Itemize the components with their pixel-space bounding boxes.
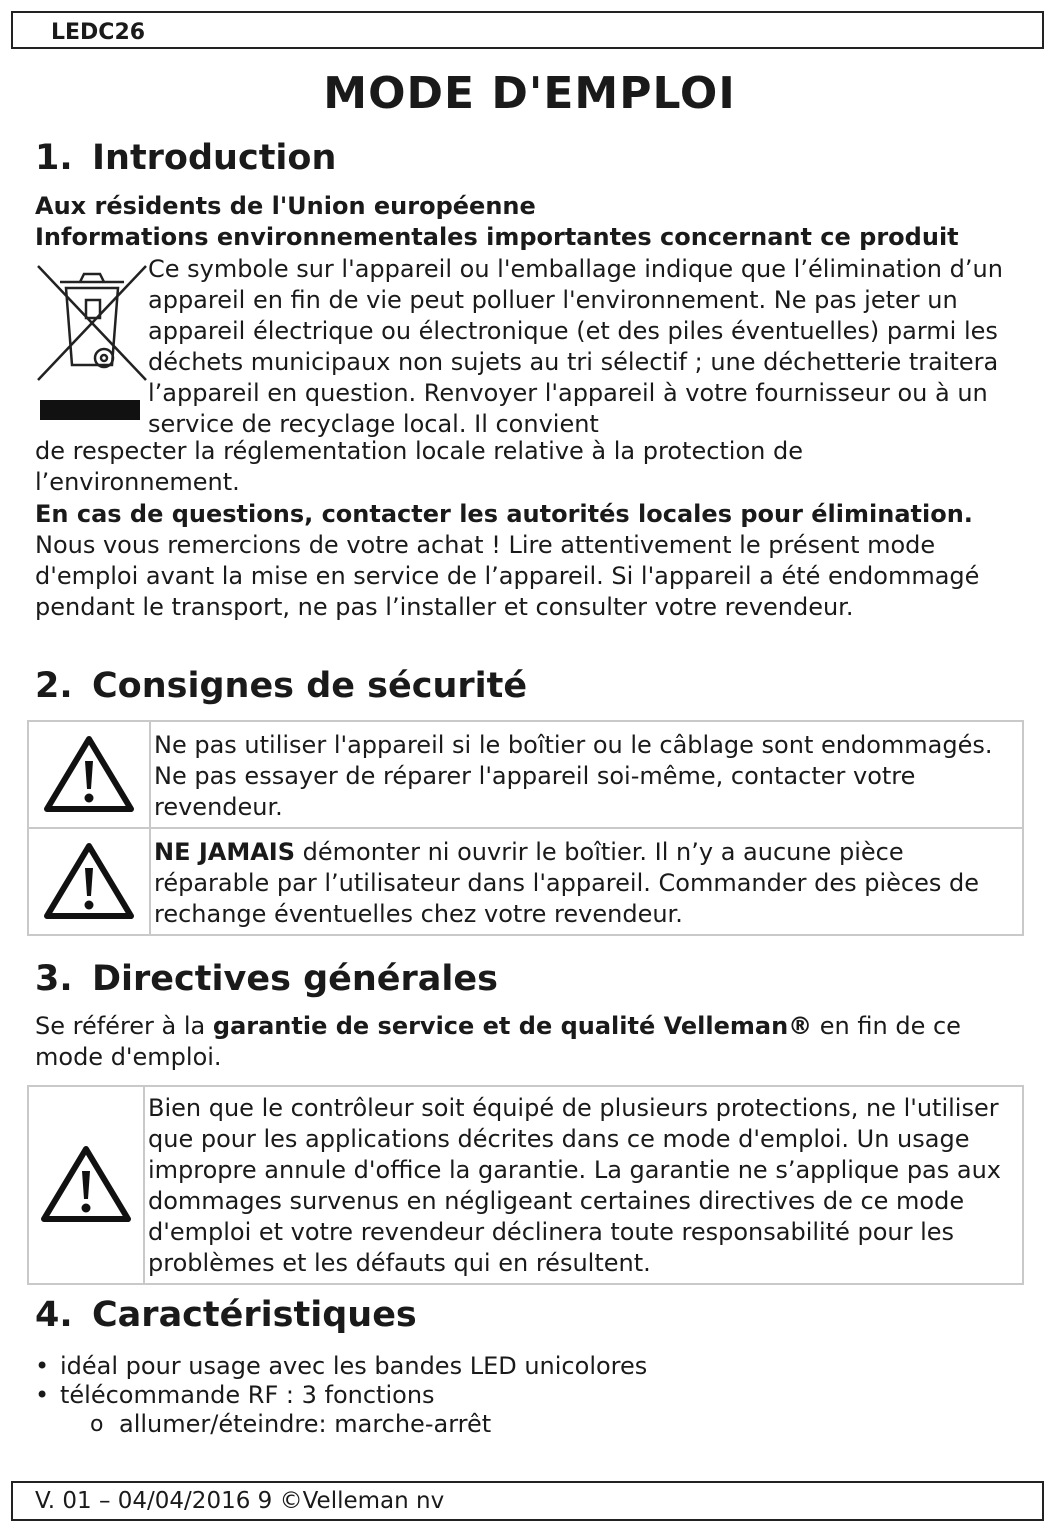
warning-icon-cell (28, 828, 150, 935)
eu-residents-heading: Aux résidents de l'Union européenne (35, 192, 536, 220)
section-title: Directives générales (92, 959, 498, 999)
section-title: Consignes de sécurité (92, 666, 528, 706)
warning-text: Ne pas utiliser l'appareil si le boîtier ou le câblage sont endommagés. Ne pas essayer de réparer l'appareil soi-même, contacter votre revendeur. (150, 721, 1023, 828)
list-item: • télécommande RF : 3 fonctions (35, 1381, 647, 1410)
section-heading-safety (35, 666, 527, 706)
warning-icon-cell (28, 1086, 144, 1284)
general-warning-table (27, 1085, 1024, 1285)
warning-icon-cell (28, 721, 150, 828)
section-number: 2. (35, 666, 73, 706)
section-number: 3. (35, 959, 73, 999)
table-row (28, 1086, 1023, 1284)
reference-prefix: Se référer à la (35, 1012, 213, 1040)
document-title: MODE D'EMPLOI (323, 68, 736, 119)
footer-box (11, 1481, 1044, 1521)
section-heading-features (35, 1295, 417, 1335)
warning-triangle-icon (43, 840, 135, 920)
section-heading-general (35, 959, 498, 999)
weee-paragraph: Ce symbole sur l'appareil ou l'emballage indique que l’élimination d’un appareil en fin de vie peut polluer l'environnement. Ne pas jeter un appareil électrique ou électronique (et des piles éventuelles) parmi les déchets municipaux non sujets au tri sélectif ; une déchetterie traitera l’appareil en question. Renvoyer l'appareil à votre fournisseur ou à un service de recyclage local. Il convient (148, 255, 1003, 438)
weee-paragraph-continuation: de respecter la réglementation locale relative à la protection de (35, 437, 803, 465)
warranty-emphasis: garantie de service et de qualité Velleman® (212, 1012, 813, 1040)
header-box (11, 11, 1044, 49)
table-row (28, 828, 1023, 935)
table-row (28, 721, 1023, 828)
weee-bin-icon (34, 260, 150, 425)
warranty-reference (35, 1011, 1020, 1073)
section-number: 1. (35, 138, 73, 178)
safety-warnings-table (27, 720, 1024, 936)
thanks-paragraph: Nous vous remercions de votre achat ! Lire attentivement le présent mode d'emploi avant la mise en service de l’appareil. Si l'appareil a été endommagé pendant le transport, ne pas l’installer et consulter votre revendeur. (35, 531, 980, 621)
features-list (35, 1352, 647, 1439)
section-heading-introduction (35, 138, 336, 178)
section-number: 4. (35, 1295, 73, 1335)
section-title: Introduction (92, 138, 337, 178)
list-subitem: o allumer/éteindre: marche-arrêt (35, 1410, 647, 1439)
warning-triangle-icon (43, 733, 135, 813)
warning-text (150, 828, 1023, 935)
warning-triangle-icon (40, 1143, 132, 1223)
list-item: • idéal pour usage avec les bandes LED unicolores (35, 1352, 647, 1381)
section-title: Caractéristiques (92, 1295, 417, 1335)
environment-heading: Informations environnementales importantes concernant ce produit (35, 223, 959, 251)
weee-paragraph-end: l’environnement. (35, 468, 240, 496)
footer-text: V. 01 – 04/04/2016 9 ©Velleman nv (35, 1488, 445, 1514)
warning-text-rest: démonter ni ouvrir le boîtier. Il n’y a aucune pièce réparable par l’utilisateur dans l'appareil. Commander des pièces de rechange éventuelles chez votre revendeur. (154, 838, 980, 928)
questions-notice: En cas de questions, contacter les autorités locales pour élimination. (35, 500, 973, 528)
never-emphasis: NE JAMAIS (154, 838, 296, 866)
model-number: LEDC26 (51, 20, 146, 45)
reference-suffix: en fin de ce mode d'emploi. (35, 1012, 961, 1071)
warning-text: Bien que le contrôleur soit équipé de plusieurs protections, ne l'utiliser que pour les applications décrites dans ce mode d'emploi. Un usage impropre annule d'office la garantie. La garantie ne s’applique pas aux dommages survenus en négligeant certaines directives de ce mode d'emploi et votre revendeur déclinera toute responsabilité pour les problèmes et les défauts qui en résultent. (144, 1086, 1023, 1284)
